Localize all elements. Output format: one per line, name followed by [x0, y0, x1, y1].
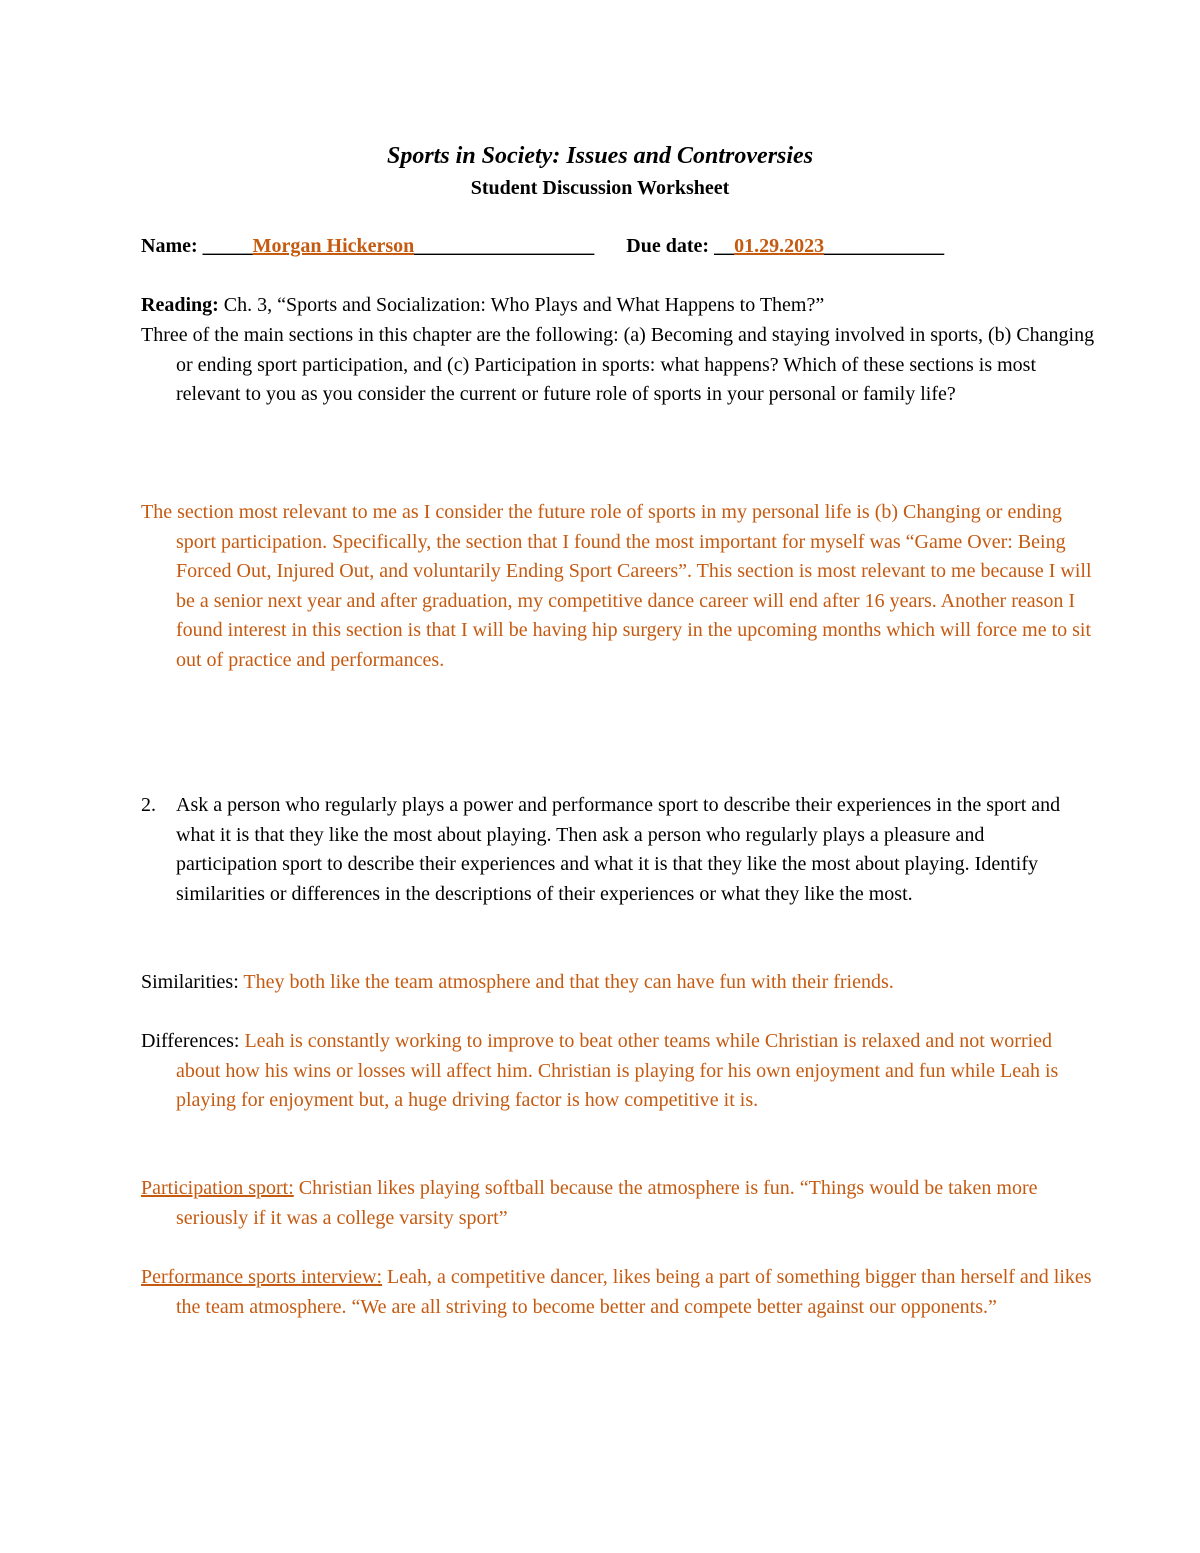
due-lead-blank: __: [714, 235, 735, 257]
performance-label: Performance sports interview:: [141, 1266, 383, 1288]
performance-paragraph: [141, 1263, 1096, 1322]
page-subtitle: Student Discussion Worksheet: [470, 177, 730, 199]
due-date-label: Due date:: [626, 235, 715, 257]
differences-paragraph: [141, 1027, 1096, 1116]
page-title: Sports in Society: Issues and Controversies: [386, 143, 814, 169]
name-label: Name:: [141, 235, 203, 257]
differences-label: Differences:: [141, 1030, 240, 1052]
name-lead-blank: _____: [202, 235, 253, 257]
similarities-label: Similarities:: [141, 971, 239, 993]
question-2-number: 2.: [141, 794, 156, 816]
due-date-value: 01.29.2023: [734, 235, 825, 257]
question-2-text: Ask a person who regularly plays a power and performance sport to describe their experiences in the sport and what it is that they like the most about playing. Then ask a person who regularly plays a pleasure and participation sport to describe their experiences and what it is that they like the most about playing. Identify similarities or differences in the descriptions of their experiences or what they like the most.: [176, 794, 1061, 905]
reading-line: [141, 291, 1096, 321]
reading-label: Reading:: [141, 294, 219, 316]
due-trail-blank: ____________: [824, 235, 945, 257]
answer-1: The section most relevant to me as I consider the future role of sports in my personal life is (b) Changing or ending sport participation. Specifically, the section that I found the most important for myself was “Game Over: Being Forced Out, Injured Out, and voluntarily Ending Sport Careers”. This section is most relevant to me because I will be a senior next year and after graduation, my competitive dance career will end after 16 years. Another reason I found interest in this section is that I will be having hip surgery in the upcoming months which will force me to sit out of practice and performances.: [141, 501, 1092, 671]
participation-paragraph: [141, 1174, 1096, 1233]
differences-text: Leah is constantly working to improve to beat other teams while Christian is relaxed and not worried about how his wins or losses will affect him. Christian is playing for his own enjoyment and fun while Leah is playing for enjoyment but, a huge driving factor is how competitive it is.: [176, 1030, 1059, 1111]
similarities-paragraph: [141, 968, 1096, 998]
similarities-text: They both like the team atmosphere and that they can have fun with their friends.: [238, 971, 894, 993]
question-1: Three of the main sections in this chapter are the following: (a) Becoming and staying involved in sports, (b) Changing or ending sport participation, and (c) Participation in sports: what happens? Which of these sections is most relevant to you as you consider the current or future role of sports in your personal or family life?: [141, 324, 1095, 405]
participation-text: Christian likes playing softball because the atmosphere is fun. “Things would be taken more seriously if it was a college varsity sport”: [176, 1177, 1038, 1229]
name-trail-blank: __________________: [414, 235, 595, 257]
reading-text: Ch. 3, “Sports and Socialization: Who Plays and What Happens to Them?”: [218, 294, 825, 316]
name-due-line: [141, 235, 1061, 258]
performance-text: Leah, a competitive dancer, likes being a part of something bigger than herself and likes the team atmosphere. “We are all striving to become better and compete better against our opponents.”: [176, 1266, 1092, 1318]
question-2: [141, 791, 1061, 909]
participation-label: Participation sport:: [141, 1177, 294, 1199]
name-value: Morgan Hickerson: [252, 235, 415, 257]
